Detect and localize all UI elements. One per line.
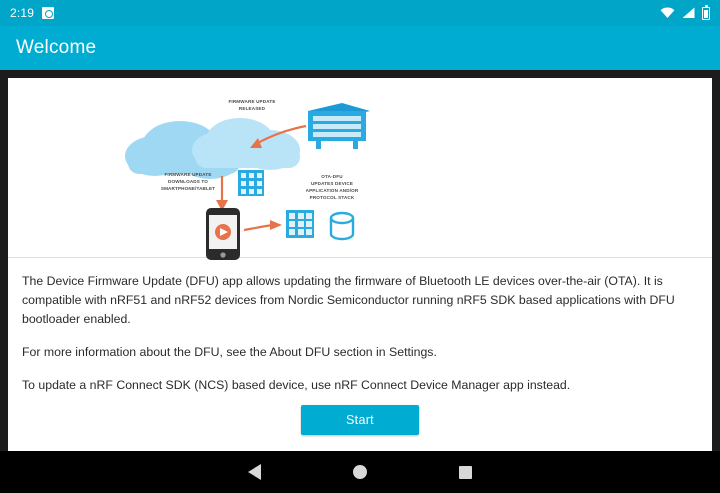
notification-icon <box>42 7 54 19</box>
start-button-row <box>22 395 698 451</box>
description-paragraph-1: The Device Firmware Update (DFU) app allows updating the firmware of Bluetooth LE devices over-the-air (OTA). It is compatible with nRF51 and nRF52 devices from Nordic Semiconductor running nRF5 SDK based applications with DFU bootloader enabled. <box>22 274 675 326</box>
app-bar <box>0 26 720 70</box>
welcome-card <box>8 78 712 451</box>
beacon-ring-icon <box>331 213 353 239</box>
download-label-line1: FIRMWARE UPDATE <box>164 172 212 177</box>
download-label-line2: DOWNLOADS TO <box>168 179 208 184</box>
back-button-icon[interactable] <box>248 464 261 480</box>
network-grid-icon <box>238 170 264 196</box>
arrow-phone-to-device <box>244 220 282 230</box>
start-button[interactable]: Start <box>301 405 419 435</box>
ota-label-line4: PROTOCOL STACK <box>309 195 355 200</box>
navigation-bar <box>0 451 720 493</box>
ota-label-line2: UPDATES DEVICE <box>310 181 354 186</box>
device-grid-icon <box>286 210 314 238</box>
welcome-text-block <box>8 258 712 451</box>
recents-button-icon[interactable] <box>459 466 472 479</box>
wifi-icon <box>660 7 675 19</box>
description-paragraph-2: For more information about the DFU, see the About DFU section in Settings. <box>22 345 437 359</box>
page-title: Welcome <box>16 37 97 58</box>
download-label-line3: SMARTPHONE/TABLET <box>160 186 216 191</box>
cloud-shapes <box>125 118 300 179</box>
dfu-ota-flow-illustration <box>8 78 712 258</box>
home-button-icon[interactable] <box>353 465 367 479</box>
description-paragraph-3: To update a nRF Connect SDK (NCS) based device, use nRF Connect Device Manager app instead. <box>22 378 571 392</box>
status-notification-area <box>42 7 54 19</box>
ota-label-line3: APPLICATION AND/OR <box>305 188 359 193</box>
status-bar <box>0 0 720 26</box>
status-system-icons <box>660 7 710 20</box>
server-label-line2: RELEASED <box>238 106 266 111</box>
battery-icon <box>702 7 710 20</box>
signal-icon <box>682 7 695 19</box>
content-area <box>0 70 720 451</box>
arrow-cloud-to-phone <box>216 176 228 211</box>
status-clock: 2:19 <box>10 6 35 20</box>
ota-label-line1: OTA-DFU <box>321 174 343 179</box>
server-icon <box>308 103 370 149</box>
smartphone-icon <box>206 208 240 260</box>
server-label-line1: FIRMWARE UPDATE <box>228 99 276 104</box>
